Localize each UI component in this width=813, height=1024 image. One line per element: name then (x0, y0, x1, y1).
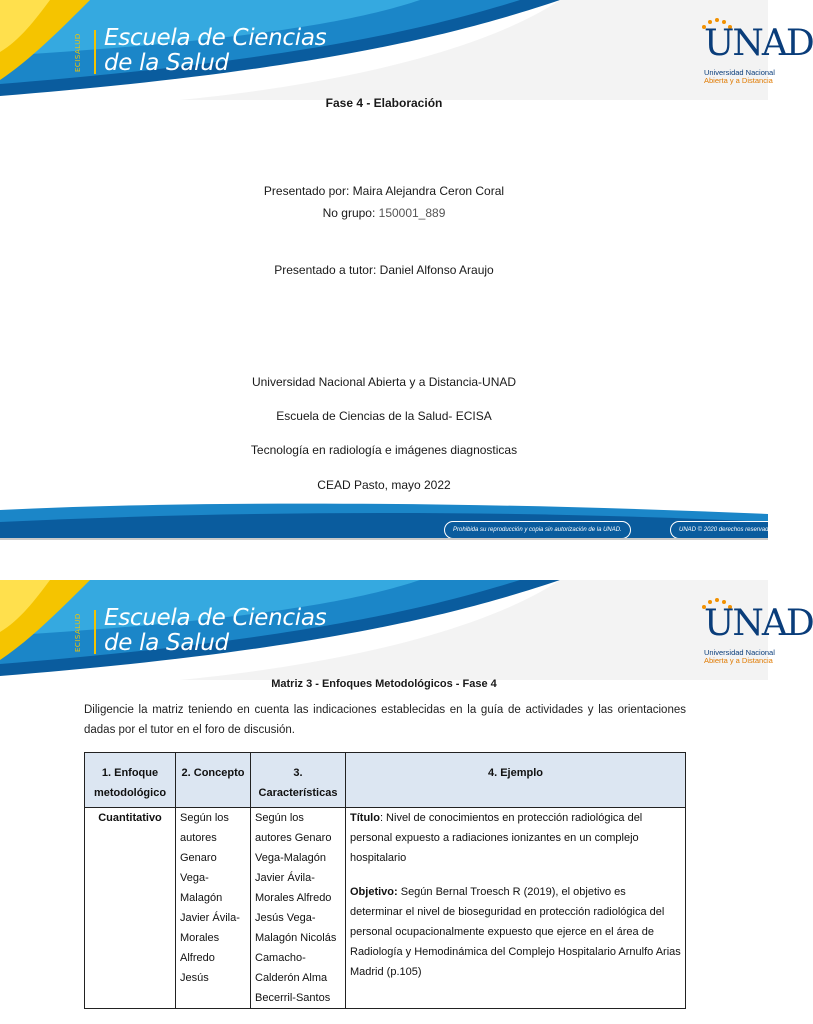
phase-title: Fase 4 - Elaboración (325, 96, 443, 110)
university-name: Universidad Nacional Abierta y a Distancia-UNAD (251, 375, 517, 389)
program-name: Tecnología en radiología e imágenes diagnosticas (250, 443, 518, 457)
school-title-line2: de la Salud (104, 630, 229, 656)
presented-by: Presentado por: Maira Alejandra Ceron Coral (263, 184, 505, 198)
header-banner (0, 0, 813, 100)
school-title-line1: Escuela de Ciencias (104, 605, 327, 631)
tutor-line: Presentado a tutor: Daniel Alfonso Araujo (274, 263, 494, 277)
unad-logo (700, 598, 813, 665)
group-number: 150001_889 (378, 206, 446, 220)
example-objective-text: Según Bernal Troesch R (2019), el objetivo es determinar el nivel de bioseguridad en protección radiológica del personal ocupacionalmente expuesto que ejerce en el área de Radiología y Hemodinámica del Complejo Hospitalario Arnulfo Arias Madrid (p.105) (350, 886, 681, 978)
header-characteristics: 3. Características (251, 753, 346, 808)
table-row (85, 808, 686, 1009)
place-date: CEAD Pasto, mayo 2022 (317, 478, 451, 492)
header-example: 4. Ejemplo (346, 753, 686, 808)
tag-divider (94, 30, 96, 74)
matrix-header-row (85, 753, 686, 808)
example-objective (350, 882, 681, 982)
characteristics-cell: Según los autores Genaro Vega-Malagón Javier Ávila-Morales Alfredo Jesús Vega-Malagón Nicolás Camacho-Calderón Alma Becerril-Santos (251, 808, 346, 1009)
footer-copy-notice: Prohibida su reproducción y copia sin autorización de la UNAD. (444, 521, 631, 539)
example-cell (346, 808, 686, 1009)
header-concept: 2. Concepto (176, 753, 251, 808)
header-banner (0, 580, 813, 680)
logo-wordmark: UNAD (704, 23, 813, 64)
example-title-label: Título (350, 812, 380, 824)
group-label: No grupo: (322, 206, 376, 220)
group-line (0, 205, 768, 221)
instructions-text: Diligencie la matriz teniendo en cuenta las indicaciones establecidas en la guía de actividades y las orientaciones dadas por el tutor en el foro de discusión. (84, 704, 686, 736)
example-title (350, 808, 681, 868)
logo-wordmark: UNAD (704, 603, 813, 644)
school-title-line1: Escuela de Ciencias (104, 25, 327, 51)
ecisalud-tag: ECISALUD (74, 33, 82, 73)
approach-cell: Cuantitativo (85, 808, 176, 1009)
unad-logo (700, 18, 813, 85)
methodology-matrix (84, 752, 686, 1009)
ecisalud-tag: ECISALUD (74, 613, 82, 653)
matrix-page (0, 540, 813, 1024)
logo-subtitle-2: Abierta y a Distancia (704, 656, 773, 665)
example-objective-label: Objetivo: (350, 886, 398, 898)
footer-wave-graphic (0, 500, 768, 540)
example-title-text: : Nivel de conocimientos en protección radiológica del personal expuesto a radiaciones ionizantes en un complejo hospitalario (350, 812, 643, 864)
logo-subtitle-1: Universidad Nacional (704, 648, 775, 657)
school-title-line2: de la Salud (104, 50, 229, 76)
logo-subtitle-1: Universidad Nacional (704, 68, 775, 77)
concept-cell: Según los autores Genaro Vega-Malagón Javier Ávila-Morales Alfredo Jesús (176, 808, 251, 1009)
matrix-title: Matriz 3 - Enfoques Metodológicos - Fase 4 (271, 678, 497, 690)
school-title (104, 606, 326, 656)
footer-rights-notice: UNAD © 2020 derechos reservados (670, 521, 784, 539)
school-name: Escuela de Ciencias de la Salud- ECISA (276, 409, 492, 423)
logo-subtitle-2: Abierta y a Distancia (704, 76, 773, 85)
school-title (104, 26, 326, 76)
header-approach: 1. Enfoque metodológico (85, 753, 176, 808)
tag-divider (94, 610, 96, 654)
